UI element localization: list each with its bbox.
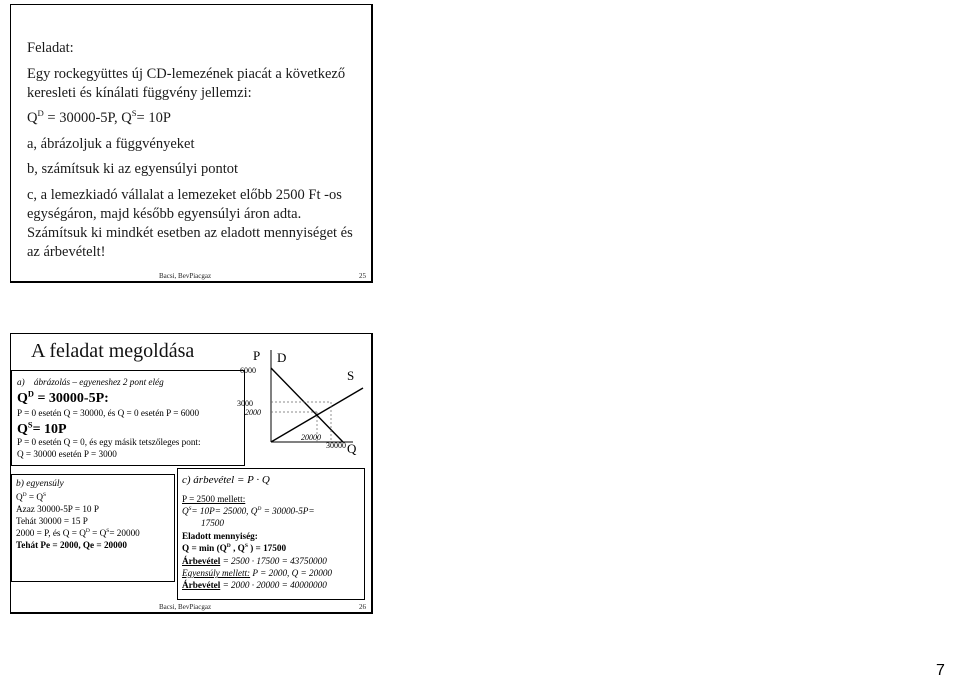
qs-equation <box>17 422 67 438</box>
b-l4c: = Q <box>89 528 107 538</box>
c-l6b: = 2500 · 17500 = 43750000 <box>220 556 327 566</box>
c-l5b: D <box>226 542 231 549</box>
b-l4b: D <box>85 527 90 534</box>
qd-sup: D <box>27 389 34 399</box>
eq-end: = 10P <box>136 110 171 126</box>
slide2-title: A feladat megoldása <box>31 340 195 362</box>
part-a-heading <box>17 377 164 389</box>
slide-25 <box>10 4 373 283</box>
tick-q20000: 20000 <box>301 433 321 442</box>
part-b-line-4 <box>16 528 140 540</box>
c-l6a: Árbevétel <box>182 556 221 566</box>
tick-p3000: 3000 <box>237 399 253 408</box>
b-l1d: S <box>43 491 47 498</box>
b-l1a: Q <box>16 492 23 502</box>
tick-p2000: 2000 <box>245 408 261 417</box>
tick-p6000: 6000 <box>240 366 256 375</box>
slide1-equation <box>27 109 171 128</box>
part-c-line-2 <box>182 506 315 518</box>
qs-rest: = 10P <box>32 422 67 437</box>
qd-q: Q <box>17 391 28 406</box>
slide1-heading: Feladat: <box>27 40 74 56</box>
qs-points-2: Q = 30000 esetén P = 3000 <box>17 449 117 459</box>
b-l1b: D <box>22 491 27 498</box>
c-l2a: Q <box>182 506 189 516</box>
c-l7a: Egyensúly mellett: <box>182 568 251 578</box>
qs-q: Q <box>17 422 28 437</box>
part-c-line-7 <box>182 568 332 580</box>
b-l1c: = Q <box>26 492 44 502</box>
slide1-line: egységáron, majd később egyensúlyi áron adta. <box>27 206 302 222</box>
slide1-page-number: 25 <box>359 272 366 280</box>
qs-sup: S <box>27 420 33 430</box>
b-l4d: S <box>106 527 110 534</box>
part-b-line-5: Tehát Pe = 2000, Qe = 20000 <box>16 540 127 550</box>
qs-points-1: P = 0 esetén Q = 0, és egy másik tetszőleges pont: <box>17 437 201 447</box>
slide1-line: b, számítsuk ki az egyensúlyi pontot <box>27 161 239 177</box>
part-c-line-1: P = 2500 mellett: <box>182 494 246 504</box>
slide1-line: keresleti és kínálati függvény jellemzi: <box>27 85 252 101</box>
part-b-line-2: Azaz 30000-5P = 10 P <box>16 504 99 514</box>
sup-d: D <box>37 108 44 119</box>
c-l2c: = 10P= 25000, Q <box>191 506 258 516</box>
qd-rest: = 30000-5P: <box>33 391 109 406</box>
slide1-line: a, ábrázoljuk a függvényeket <box>27 136 195 152</box>
slide1-line: az árbevételt! <box>27 244 106 260</box>
supply-label: S <box>347 368 355 383</box>
slide1-footer: Bacsi, BevPiacgaz <box>159 272 212 280</box>
part-c-line-8 <box>182 580 327 592</box>
c-l7b: P = 2000, Q = 20000 <box>250 568 333 578</box>
part-b-title: b) egyensúly <box>16 479 64 489</box>
tick-q30000: 30000 <box>326 441 346 450</box>
part-b-line-1 <box>16 492 46 504</box>
sup-s: S <box>131 108 137 119</box>
slide1-line: Egy rockegyüttes új CD-lemezének piacát a következő <box>27 66 346 82</box>
part-b-line-3: Tehát 30000 = 15 P <box>16 516 88 526</box>
c-l2e: = 30000-5P= <box>261 506 315 516</box>
c-l2b: S <box>188 505 192 512</box>
part-a-text: ábrázolás – egyeneshez 2 pont elég <box>33 377 164 387</box>
c-l8a: Árbevétel <box>182 580 221 590</box>
axis-q-label: Q <box>347 441 357 456</box>
qd-equation <box>17 391 109 407</box>
slide1-line: c, a lemezkiadó vállalat a lemezeket előbb 2500 Ft -os <box>27 187 342 203</box>
slide-26 <box>10 333 373 614</box>
slide1-line: Számítsuk ki mindkét esetben az eladott mennyiséget és <box>27 225 353 241</box>
c-l5d: S <box>244 542 248 549</box>
part-c-line-6 <box>182 556 327 568</box>
c-l5a: Q = min (Q <box>182 543 227 553</box>
b-l4a: 2000 = P, és Q = Q <box>16 528 86 538</box>
demand-label: D <box>277 350 287 365</box>
document-page-number: 7 <box>936 662 945 679</box>
c-l8b: = 2000 · 20000 = 40000000 <box>220 580 327 590</box>
part-c-line-4: Eladott mennyiség: <box>182 531 258 541</box>
c-l2d: D <box>257 505 262 512</box>
qd-points: P = 0 esetén Q = 30000, és Q = 0 esetén P = 6000 <box>17 408 200 418</box>
part-a-label: a) <box>17 377 25 387</box>
slide2-page-number: 26 <box>359 603 366 611</box>
part-c-line-3: 17500 <box>201 518 224 528</box>
q-symbol: Q <box>27 110 38 126</box>
part-c-title: c) árbevétel = P · Q <box>182 474 270 486</box>
c-l5e: ) = 17500 <box>247 543 287 553</box>
c-l5c: , Q <box>230 543 245 553</box>
b-l4e: = 20000 <box>109 528 140 538</box>
part-c-line-5 <box>182 543 286 555</box>
slide2-footer: Bacsi, BevPiacgaz <box>159 603 212 611</box>
axis-p-label: P <box>253 348 261 363</box>
eq-mid: = 30000-5P, Q <box>43 110 132 126</box>
demand-line <box>271 368 343 442</box>
